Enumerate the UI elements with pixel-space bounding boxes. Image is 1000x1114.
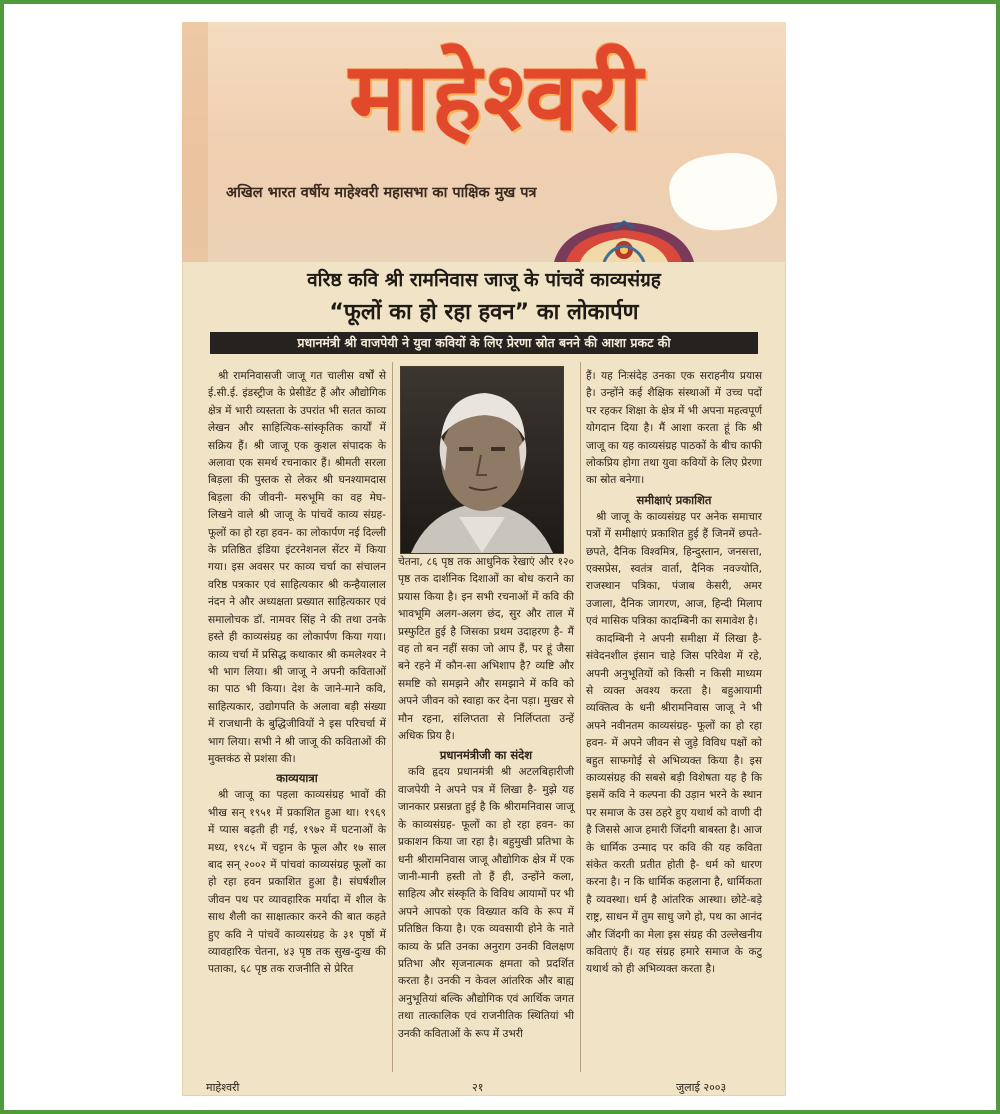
masthead-title: माहेश्वरी (349, 43, 645, 152)
footer-publication: माहेश्वरी (206, 1081, 240, 1094)
article-paragraph: श्री रामनिवासजी जाजू गत चालीस वर्षों से ई.सी.ई. इंडस्ट्रीज के प्रेसीडेंट हैं और औद्योगिक क्षेत्र में भारी व्यस्तता के उपरांत भी सतत काव्य लेखन और साहित्यिक-सांस्कृतिक कार्यों में सक्रिय हैं। श्री जाजू एक कुशल संपादक के अलावा एक समर्थ रचनाकार हैं। श्रीमती सरला बिड़ला की पुस्तक से लेकर श्री घनश्यामदास बिड़ला की जीवनी- मरुभूमि का वह मेघ- लिखने वाले श्री जाजू के पांचवें काव्य संग्रह- फूलों का हो रहा हवन- का लोकार्पण नई दिल्ली के प्रतिष्ठित इंडिया इंटरनेशनल सेंटर में किया गया। इस अवसर पर काव्य चर्चा का संचालन वरिष्ठ पत्रकार एवं साहित्यकार श्री कन्हैयालाल नंदन ने और अध्यक्षता प्रख्यात साहित्यकार एवं समालोचक डॉ. नामवर सिंह ने की तथा उनके हस्ते ही काव्यसंग्रह का लोकार्पण किया गया। काव्य चर्चा में प्रसिद्ध कथाकार श्री कमलेश्वर ने भी भाग लिया। श्री जाजू ने अपनी कविताओं का पाठ भी किया। देश के जाने-माने कवि, साहित्यकार, उद्योगपति के अलावा बड़ी संख्या में राजधानी के बुद्धिजीवियों ने इस परिचर्चा में भाग लिया। सभी ने श्री जाजू की कविताओं की मुक्तकंठ से प्रशंसा की। (208, 370, 386, 765)
page-footer (182, 1080, 786, 1096)
subheading-reviews: समीक्षाएं प्रकाशित (636, 492, 712, 507)
headline-line-2: “फूलों का हो रहा हवन” का लोकार्पण (329, 300, 639, 325)
footer-page-number: २१ (472, 1081, 484, 1094)
article-paragraph: चेतना, ८६ पृष्ठ तक आधुनिक रेखाएं और १२० पृष्ठ तक दार्शनिक दिशाओं का बोध कराने का प्रयास किया है। इन सभी रचनाओं में कवि की भावभूमि अलग-अलग छंद, सुर और ताल में प्रस्फुटित हुई है जिसका प्रथम उदाहरण है- मैं वह तो बन नहीं सका जो आप हैं, पर हूं जैसा बने रहने में कौन-सा अभिशाप है? व्यष्टि और समष्टि को समझने और समझाने में कवि को अपने जीवन को स्वाहा कर देना पड़ा। मुखर से मौन रहना, संलिप्तता से निर्लिप्तता उन्हें अधिक प्रिय है। (398, 556, 574, 743)
article-paragraph: कवि हृदय प्रधानमंत्री श्री अटलबिहारीजी वाजपेयी ने अपने पत्र में लिखा है- मुझे यह जानकार प्रसन्नता हुई है कि श्रीरामनिवास जाजू के काव्यसंग्रह- फूलों का हो रहा हवन- का प्रकाशन किया जा रहा है। बहुमुखी प्रतिभा के धनी श्रीरामनिवास जाजू औद्योगिक क्षेत्र में एक जानी-मानी हस्ती तो हैं ही, उन्होंने कला, साहित्य और संस्कृति के विविध आयामों पर भी अपने आपको एक विख्यात कवि के रूप में प्रतिष्ठित किया है। एक व्यवसायी होने के नाते काव्य के प्रति उनका अनुराग उनकी विलक्षण प्रतिभा और सृजनात्मक क्षमता को प्रदर्शित करता है। उनकी न केवल आंतरिक और बाह्य अनुभूतियां बल्कि औद्योगिक एवं आर्थिक जगत तथा तात्कालिक एवं राजनीतिक स्थितियां भी उनकी कविताओं के रूप में उभरी (398, 766, 574, 1040)
article-paragraph: कादम्बिनी ने अपनी समीक्षा में लिखा है- संवेदनशील इंसान चाहे जिस परिवेश में रहे, अपनी अनुभूतियों को किसी न किसी माध्यम से व्यक्त अवश्य करता है। बहुआयामी व्यक्तित्व के धनी श्रीरामनिवास जाजू ने भी अपने नवीनतम काव्यसंग्रह- फूलों का हो रहा हवन- में अपने जीवन से जुड़े विविध पक्षों को बहुत साफगोई से अभिव्यक्त किया है। इस काव्यसंग्रह की सबसे बड़ी विशेषता यह है कि इसमें कवि ने कल्पना की उड़ान भरने के स्थान पर समाज के उस ठहरे हुए यथार्थ को वाणी दी है जिससे आज हमारी जिंदगी बाबस्ता है। आज के धार्मिक उन्माद पर कवि की यह कविता संकेत करती प्रतीत होती है- धर्म को धारण करना है। न कि धार्मिक कहलाना है, धार्मिकता है व्यवस्था। धर्म है आंतरिक आस्था। छोटे-बड़े राष्ट्र, साधन में तुम साधु जगे हो, पथ का आनंद और जिंदगी का मेला इस संग्रह की उल्लेखनीय कविताएं हैं। यह संग्रह हमारे समाज के कटु यथार्थ को ही अभिव्यक्त करता है। (586, 632, 762, 976)
subheading-pm-message: प्रधानमंत्रीजी का संदेश (439, 748, 533, 763)
newspaper-clipping (182, 22, 786, 1096)
portrait-photo (400, 366, 564, 554)
footer-date: जुलाई २००३ (676, 1081, 727, 1094)
article-paragraph: श्री जाजू का पहला काव्यसंग्रह भावों की भीख सन् १९५१ में प्रकाशित हुआ था। १९६९ में प्यास बढ़ती ही गई, १९७२ में घटनाओं के मध्य, १९८५ में चट्टान के फूल और १७ साल बाद सन् २००२ में पांचवां काव्यसंग्रह फूलों का हो रहा हवन प्रकाशित हुआ है। संघर्षशील जीवन पथ पर व्यावहारिक मर्यादा में शील के साथ शैली का साक्षात्कार करने की बात कहते हुए कवि ने पांचवें काव्यसंग्रह के ३१ पृष्ठों में व्यावहारिक चेतना, ४३ पृष्ठ तक सुख-दुःख की पताका, ६८ पृष्ठ तक राजनीति से प्रेरित (208, 789, 386, 976)
masthead (182, 22, 786, 262)
article-paragraph: हैं। यह निःसंदेह उनका एक सराहनीय प्रयास है। उन्होंने कई शैक्षिक संस्थाओं में उच्च पदों पर रहकर शिक्षा के क्षेत्र में भी अपना महत्वपूर्ण योगदान दिया है। मैं आशा करता हूं कि श्री जाजू का यह काव्यसंग्रह पाठकों के बीच काफी लोकप्रिय होगा तथा युवा कवियों के लिए प्रेरणा का स्रोत बनेगा। (586, 370, 762, 487)
masthead-subtitle: अखिल भारत वर्षीय माहेश्वरी महासभा का पाक्षिक मुख पत्र (226, 185, 537, 201)
headline-strapline: प्रधानमंत्री श्री वाजपेयी ने युवा कवियों के लिए प्रेरणा स्रोत बनने की आशा प्रकट की (210, 332, 758, 354)
article-paragraph: श्री जाजू के काव्यसंग्रह पर अनेक समाचार पत्रों में समीक्षाएं प्रकाशित हुई हैं जिनमें छपते-छपते, दैनिक विश्वमित्र, हिन्दुस्तान, जनसत्ता, एक्सप्रेस, स्वतंत्र वार्ता, दैनिक नवज्योति, राजस्थान पत्रिका, पंजाब केसरी, अमर उजाला, दैनिक जागरण, आज, हिन्दी मिलाप एवं मासिक पत्रिका कादम्बिनी का समावेश है। (586, 510, 762, 628)
column-divider (392, 362, 393, 1072)
column-3 (586, 368, 762, 979)
headline-line-1: वरिष्ठ कवि श्री रामनिवास जाजू के पांचवें काव्यसंग्रह (307, 269, 661, 291)
column-divider (580, 362, 581, 1072)
masthead-band (182, 22, 208, 262)
column-1 (208, 368, 386, 979)
ornament-icon (554, 218, 694, 262)
subheading-kavyayatra: काव्ययात्रा (276, 771, 318, 786)
column-2 (398, 554, 574, 1043)
